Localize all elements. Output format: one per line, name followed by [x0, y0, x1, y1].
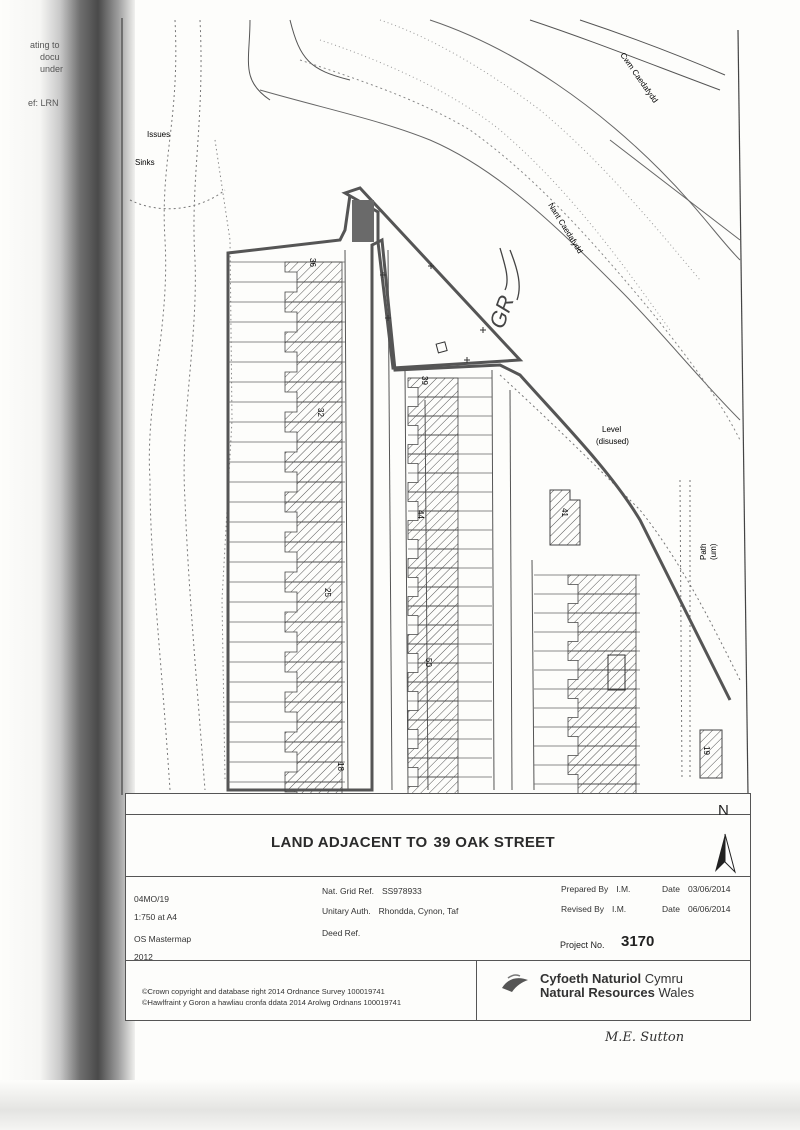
handwritten-arrow: [500, 248, 519, 300]
terraced-house: [568, 594, 636, 613]
house-number: 44: [416, 510, 425, 519]
title-address: 39 OAK STREET: [433, 834, 555, 851]
house-number: 25: [323, 588, 332, 597]
terraced-house: [285, 642, 342, 662]
house-number: 41: [560, 508, 569, 517]
street-edge: [405, 370, 408, 790]
terraced-house: [285, 762, 342, 782]
terraced-house: [568, 575, 636, 594]
house-number: 36: [308, 258, 317, 267]
terraced-house: [408, 473, 458, 492]
structure: [436, 342, 447, 353]
terraced-house: [285, 402, 342, 422]
terraced-house: [408, 549, 458, 568]
house-number: 39: [420, 376, 429, 385]
grid-ref: Nat. Grid Ref. SS978933: [322, 886, 422, 896]
terraced-house: [408, 397, 458, 416]
building: [550, 490, 580, 545]
terraced-house: [408, 625, 458, 644]
terraced-house: [408, 416, 458, 435]
terraced-house: [285, 302, 342, 322]
terraced-house: [568, 613, 636, 632]
terraced-house: [568, 765, 636, 784]
field-boundary: [610, 140, 740, 240]
north-arrow-icon: [711, 806, 739, 876]
terraced-house: [285, 282, 342, 302]
road-edge: [580, 20, 725, 75]
terraced-house: [285, 562, 342, 582]
map-frame-right: [738, 30, 748, 795]
terraced-house: [285, 362, 342, 382]
terraced-house: [408, 720, 458, 739]
terraced-house: [285, 382, 342, 402]
terraced-house: [285, 322, 342, 342]
river-bank: [300, 60, 740, 440]
street-edge: [345, 250, 348, 790]
terraced-house: [285, 522, 342, 542]
house-number: 32: [316, 408, 325, 417]
street-edge: [532, 560, 534, 790]
prepared-by: Prepared By I.M.: [561, 884, 631, 894]
terraced-house: [408, 739, 458, 758]
terraced-house: [285, 602, 342, 622]
street-edge: [492, 370, 494, 790]
north-label: N: [718, 802, 729, 819]
edge-fragment: under: [40, 64, 64, 74]
terraced-house: [408, 758, 458, 777]
house-number: 18: [336, 762, 345, 771]
terraced-house: [285, 342, 342, 362]
deed-ref: Deed Ref.: [322, 928, 361, 938]
label-level: Level: [602, 425, 622, 434]
terraced-house: [568, 670, 636, 689]
house-number: 19: [702, 746, 711, 755]
terraced-house: [408, 682, 458, 701]
copyright-cy: ©Hawlfraint y Goron a hawliau cronfa ddata 2014 Arolwg Ordnans 100019741: [142, 998, 402, 1007]
house-number: 50: [424, 658, 433, 667]
river-bank: [380, 20, 700, 280]
terraced-house: [408, 435, 458, 454]
scan-bottom-shadow: [0, 1080, 800, 1130]
terraced-house: [408, 606, 458, 625]
edge-fragment: ef: LRN: [28, 98, 59, 108]
terraced-house: [568, 746, 636, 765]
terraced-house: [408, 568, 458, 587]
terraced-house: [408, 511, 458, 530]
ref-code: 04MO/19: [134, 894, 169, 904]
terraced-house: [285, 722, 342, 742]
terraced-house: [285, 622, 342, 642]
label-sinks: Sinks: [135, 158, 155, 167]
edge-fragment: docu: [40, 52, 60, 62]
handwritten-annotation: GR: [484, 292, 519, 332]
terraced-house: [568, 632, 636, 651]
organisation-name: Cyfoeth Naturiol Cymru Natural Resources Wales: [540, 971, 695, 1000]
map-year: 2012: [134, 952, 153, 962]
access-strip: [352, 200, 374, 242]
road-edge: [248, 20, 270, 100]
copyright: [142, 986, 401, 1008]
signature: M.E. Sutton: [605, 1030, 685, 1045]
label-issues: Issues: [147, 130, 171, 139]
terraced-house: [285, 422, 342, 442]
title-text: LAND ADJACENT TO: [271, 834, 428, 851]
boundary-ticks: [380, 263, 486, 363]
valley-line: [430, 20, 740, 260]
terraced-house: [408, 492, 458, 511]
scale: 1:750 at A4: [134, 912, 178, 922]
terraced-house: [285, 702, 342, 722]
terraced-house: [568, 727, 636, 746]
terraced-house: [568, 689, 636, 708]
terraced-house: [408, 587, 458, 606]
prepared-date: Date 03/06/2014: [662, 884, 731, 894]
track-line: [184, 20, 205, 790]
terraced-house: [285, 582, 342, 602]
path-line: [680, 480, 682, 780]
unitary-authority: Unitary Auth. Rhondda, Cynon, Taf: [322, 906, 459, 916]
road-edge: [290, 20, 350, 80]
terraced-house: [285, 462, 342, 482]
nrw-logo-icon: [500, 974, 530, 994]
terraced-house: [285, 662, 342, 682]
base-map: OS Mastermap: [134, 934, 192, 944]
track-line: [130, 190, 225, 209]
street-edge: [510, 390, 512, 790]
label-level-disused: (disused): [596, 437, 629, 446]
terraced-house: [408, 454, 458, 473]
terraced-house: [285, 442, 342, 462]
copyright-en: ©Crown copyright and database right 2014 Ordnance Survey 100019741: [142, 987, 385, 996]
terrace-row-west: [228, 262, 345, 800]
terraced-house: [568, 708, 636, 727]
terraced-house: [285, 742, 342, 762]
terraced-house: [408, 701, 458, 720]
project-number: 3170: [621, 933, 655, 950]
terraced-house: [568, 651, 636, 670]
edge-fragment: ating to: [30, 40, 60, 50]
label-path: Path: [699, 543, 708, 560]
terraced-house: [285, 542, 342, 562]
revised-by: Revised By I.M.: [561, 904, 627, 914]
terraced-house: [285, 682, 342, 702]
terrace-row-east: [534, 575, 640, 800]
terraced-house: [408, 378, 458, 397]
terrace-row-middle: [408, 378, 492, 796]
terraced-house: [285, 482, 342, 502]
terraced-house: [408, 530, 458, 549]
label-nant-caedafydd: Nant Caedafydd: [546, 201, 585, 256]
title-block: [125, 793, 751, 1021]
project-label: Project No.: [560, 940, 605, 950]
map-title: [271, 834, 555, 851]
label-path-um: (um): [709, 543, 718, 560]
terraced-house: [285, 502, 342, 522]
revised-date: Date 06/06/2014: [662, 904, 731, 914]
label-cwm-caedafydd: Cwm Caedafydd: [618, 50, 660, 105]
